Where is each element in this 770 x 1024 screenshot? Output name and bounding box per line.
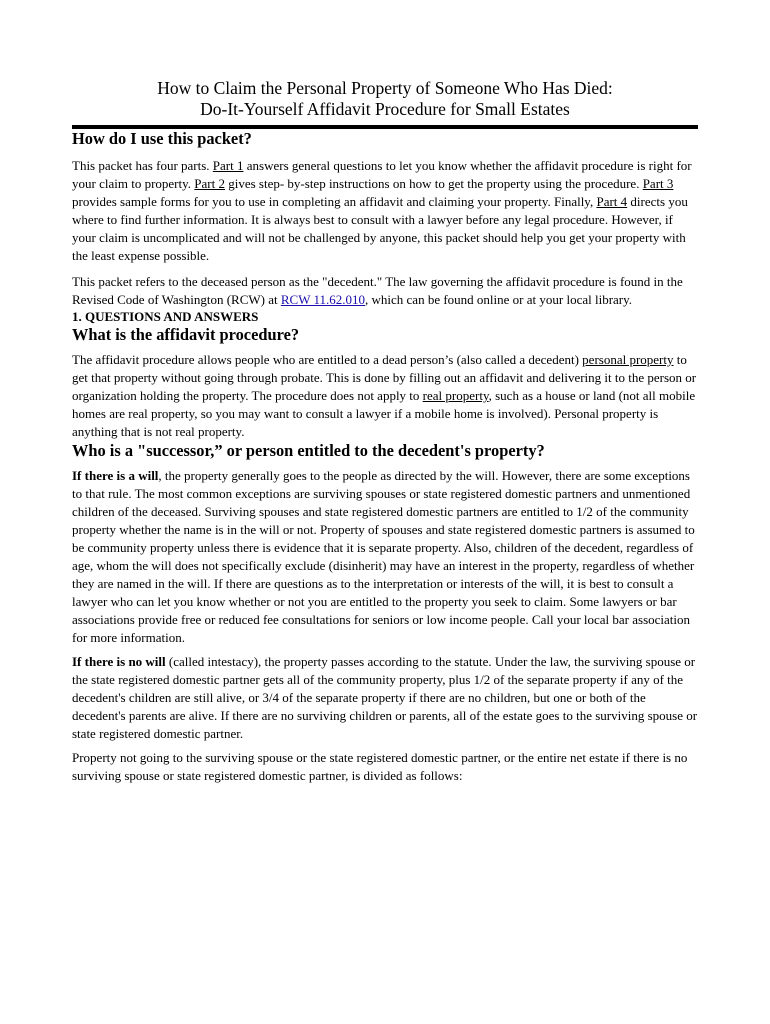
questions-answers-heading: 1. QUESTIONS AND ANSWERS <box>72 309 259 324</box>
part-3-ref: Part 3 <box>642 176 674 191</box>
document-page <box>72 78 698 785</box>
division-paragraph: Property not going to the surviving spouse or the state registered domestic partner, or the entire net estate if there is no surviving spouse or state registered domestic partner, is divided as follows: <box>72 750 688 783</box>
packet-paragraph-1 <box>72 157 698 265</box>
text-run: gives step- by-step instructions on how to get the property using the procedure. <box>224 176 643 191</box>
affidavit-procedure-heading: What is the affidavit procedure? <box>72 325 300 344</box>
title-line-2: Do-It-Yourself Affidavit Procedure for Small Estates <box>200 99 570 119</box>
packet-heading: How do I use this packet? <box>72 129 252 148</box>
document-title <box>72 78 698 120</box>
part-2-ref: Part 2 <box>194 176 225 191</box>
text-run: The affidavit procedure allows people who are entitled to a dead person’s (also called a decedent) <box>72 352 583 367</box>
rcw-link[interactable]: RCW 11.62.010 <box>280 292 366 307</box>
text-run: (called intestacy), the property passes according to the statute. Under the law, the surviving spouse or the state registered domestic partner gets all of the community property, plus 1/2 of the separate property if any of the decedent's children are still alive, or 3/4 of the separate property if there are no children, but one or both of the decedent's parents are alive. If there are no surviving children or parents, all of the estate goes to the surviving spouse or state registered domestic partner. <box>72 654 698 741</box>
part-1-ref: Part 1 <box>212 158 244 173</box>
affidavit-procedure-paragraph <box>72 351 698 441</box>
text-run: , which can be found online or at your local library. <box>365 292 633 307</box>
text-run: directs you where to find further information. It is always best to consult with a lawyer before any legal procedure. However, if your claim is uncomplicated and will not be challenged by anyone, this packet should help you get your property with the least expense possible. <box>72 194 688 263</box>
text-run: This packet refers to the deceased person as the "decedent." The law governing the affidavit procedure is found in the Revised Code of Washington (RCW) at <box>72 274 683 307</box>
part-4-ref: Part 4 <box>596 194 628 209</box>
text-run: provides sample forms for you to use in completing an affidavit and claiming your property. Finally, <box>72 194 597 209</box>
successor-heading: Who is a "successor,” or person entitled to the decedent's property? <box>72 441 545 460</box>
personal-property-term: personal property <box>582 352 674 367</box>
text-run: answers general questions to let you know whether the affidavit procedure is right for your claim to property. <box>72 158 692 191</box>
text-run: , such as a house or land (not all mobile homes are real property, so you may want to consult a lawyer if a mobile home is involved). Personal property is anything that is not real property. <box>72 388 696 439</box>
packet-paragraph-2 <box>72 273 698 309</box>
title-line-1: How to Claim the Personal Property of Someone Who Has Died: <box>157 78 613 98</box>
text-run: This packet has four parts. <box>72 158 213 173</box>
text-run: to get that property without going through probate. This is done by filling out an affidavit and delivering it to the person or organization holding the property. The procedure does not apply to <box>72 352 697 403</box>
text-run: , the property generally goes to the people as directed by the will. However, there are some exceptions to that rule. The most common exceptions are surviving spouses or state registered domestic partners and unmentioned children of the deceased. Surviving spouses and state registered domestic partners are entitled to 1/2 of the community property whether the name is in the will or not. Property of spouses and state registered domestic partners is assumed to be community property unless there is evidence that it is separate property. Also, children of the decedent, regardless of age, whom the will does not specifically exclude (disinherit) may have an interest in the property, regardless of whether they are named in the will. If there are questions as to the interpretation or interests of the will, it is best to consult a lawyer who can let you know whether or not you are entitled to the property you seek to claim. Some lawyers or bar associations provide free or reduced fee consultations for seniors or low income people. Call your local bar association for more information. <box>72 468 695 645</box>
no-will-lead: If there is no will <box>72 654 166 669</box>
will-paragraph <box>72 467 698 647</box>
will-lead: If there is a will <box>72 468 159 483</box>
real-property-term: real property <box>422 388 489 403</box>
no-will-paragraph <box>72 653 698 743</box>
